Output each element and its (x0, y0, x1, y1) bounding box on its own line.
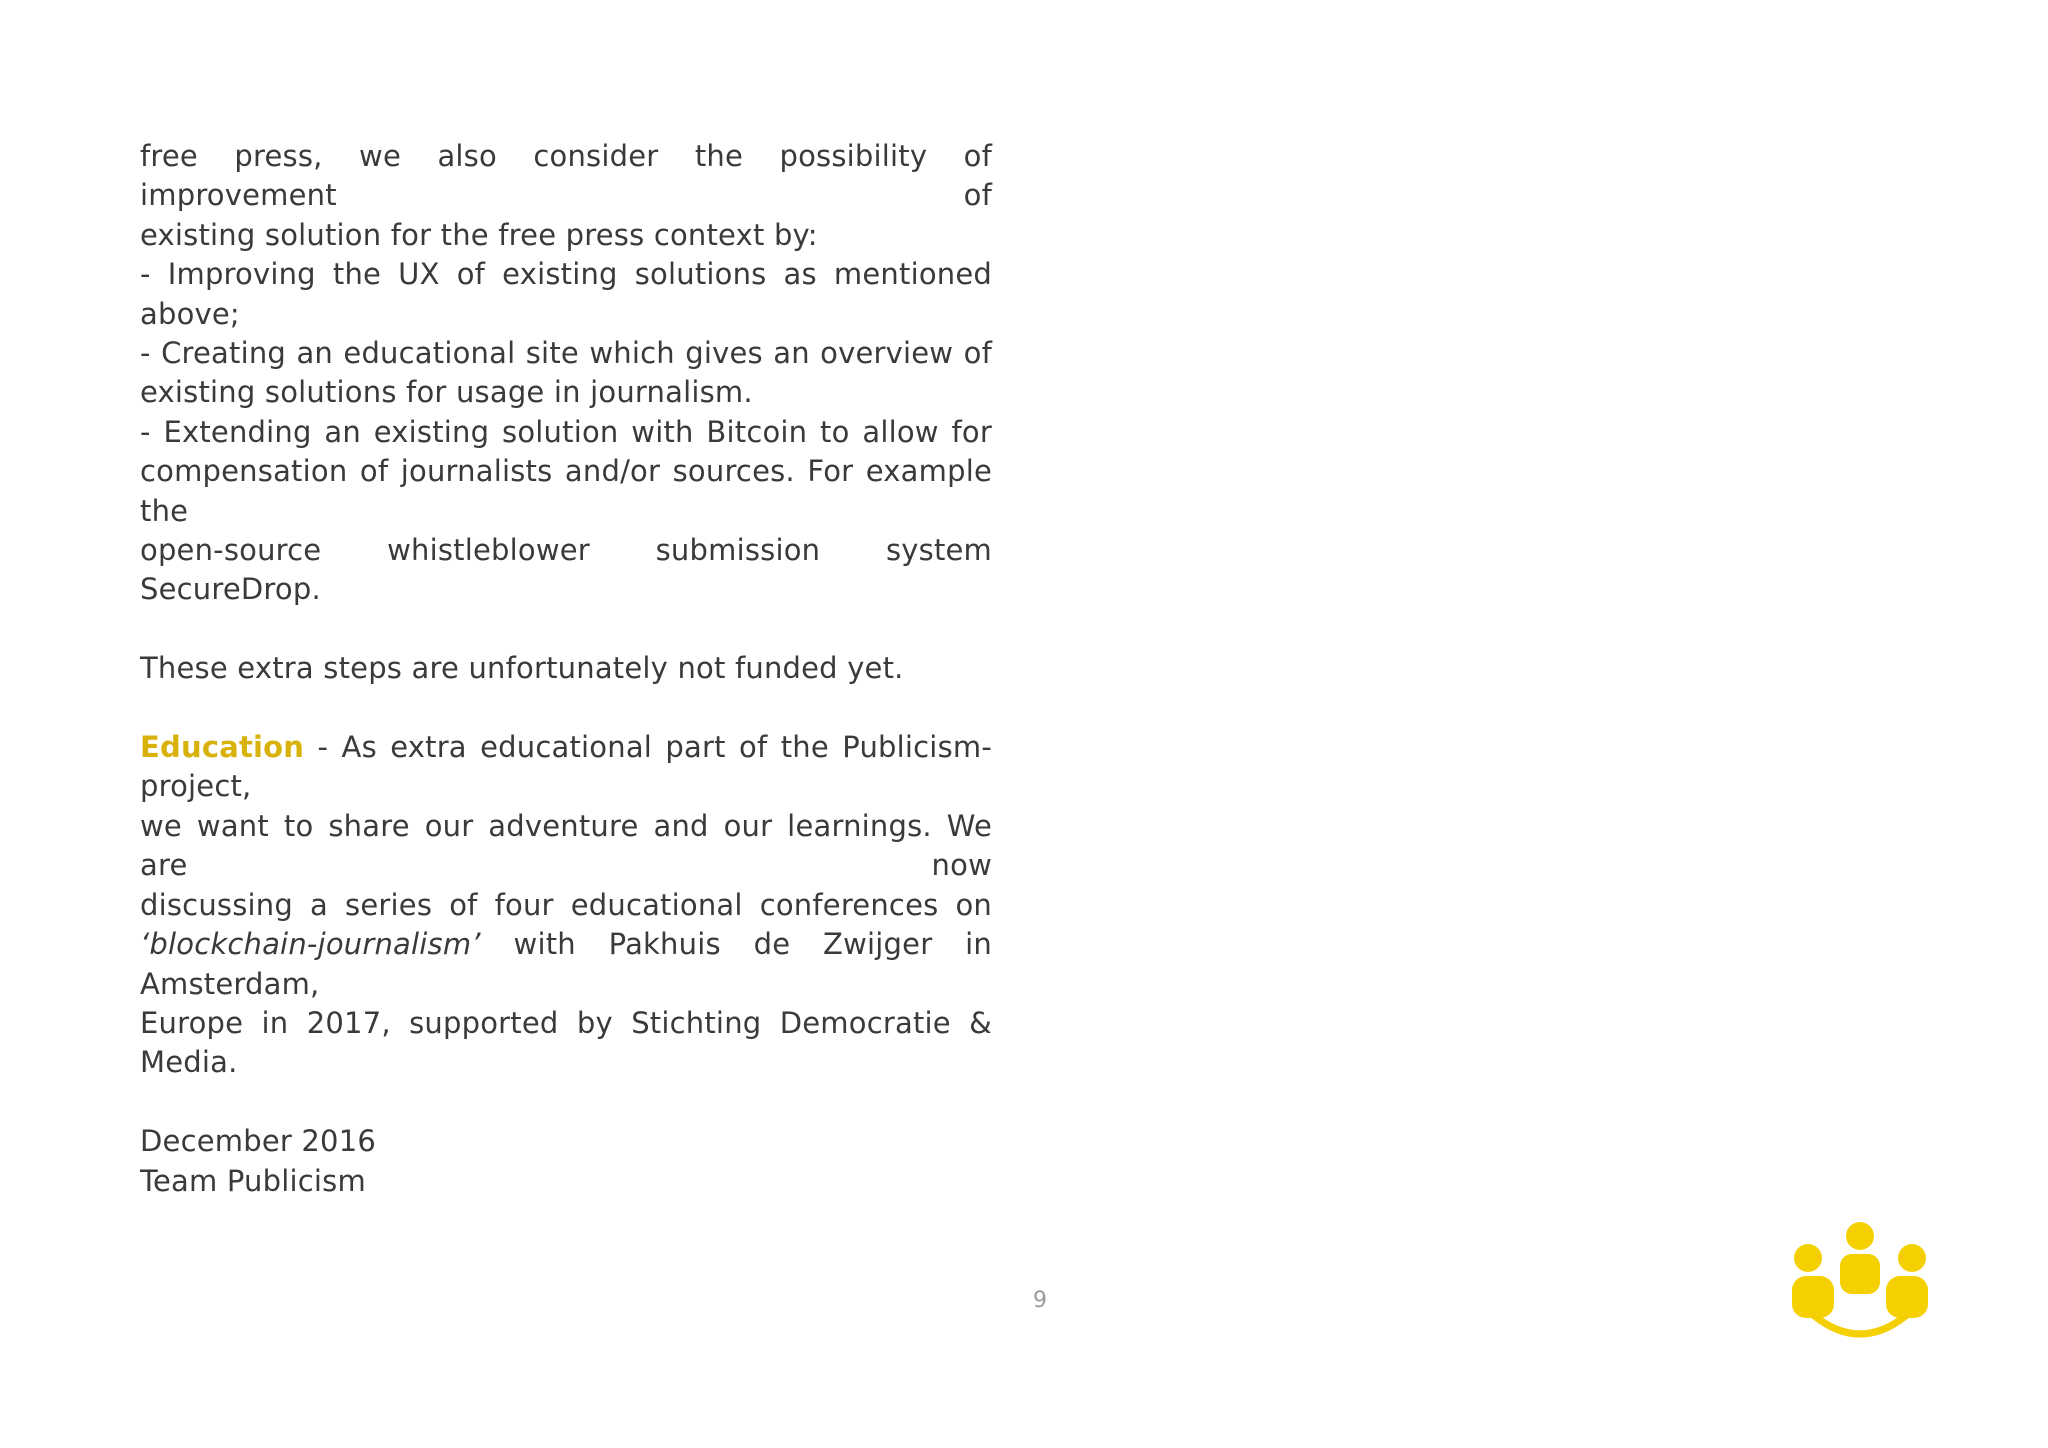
education-heading: Education (140, 730, 305, 765)
education-paragraph (140, 728, 992, 1083)
bullet-line: - Improving the UX of existing solutions as mentioned above; (140, 257, 992, 331)
education-text: with Pakhuis de Zwijger in Amsterdam, (140, 927, 992, 1001)
text-line: open-source whistleblower submission system SecureDrop. (140, 533, 992, 607)
signoff (140, 1122, 992, 1201)
signoff-team: Team Publicism (140, 1163, 366, 1198)
paragraph-gap (140, 610, 992, 649)
text-line: existing solutions for usage in journalism. (140, 375, 753, 410)
text-line: free press, we also consider the possibility of improvement of (140, 139, 992, 213)
text-column (140, 137, 992, 1201)
paragraph-gap (140, 1083, 992, 1122)
team-people-icon (1790, 1222, 1930, 1342)
italic-term: ‘blockchain-journalism’ (140, 927, 481, 962)
text-line: discussing a series of four educational conferences on (140, 887, 992, 922)
paragraph-gap (140, 689, 992, 728)
funding-paragraph (140, 649, 992, 688)
signoff-date: December 2016 (140, 1124, 377, 1159)
text-line: compensation of journalists and/or sources. For example the (140, 454, 992, 528)
funding-note: These extra steps are unfortunately not funded yet. (140, 651, 904, 686)
page-number: 9 (1033, 1288, 1047, 1313)
text-line: existing solution for the free press context by: (140, 217, 818, 252)
text-line (140, 925, 992, 1004)
text-line: Europe in 2017, supported by Stichting Democratie & Media. (140, 1005, 992, 1080)
education-text: - As extra educational part of the Publicism-project, (140, 730, 992, 804)
bullet-line: - Creating an educational site which gives an overview of (140, 336, 992, 371)
bullet-line: - Extending an existing solution with Bitcoin to allow for (140, 414, 992, 449)
text-line (140, 728, 992, 807)
intro-paragraph (140, 137, 992, 610)
text-line: we want to share our adventure and our learnings. We are now (140, 808, 992, 883)
